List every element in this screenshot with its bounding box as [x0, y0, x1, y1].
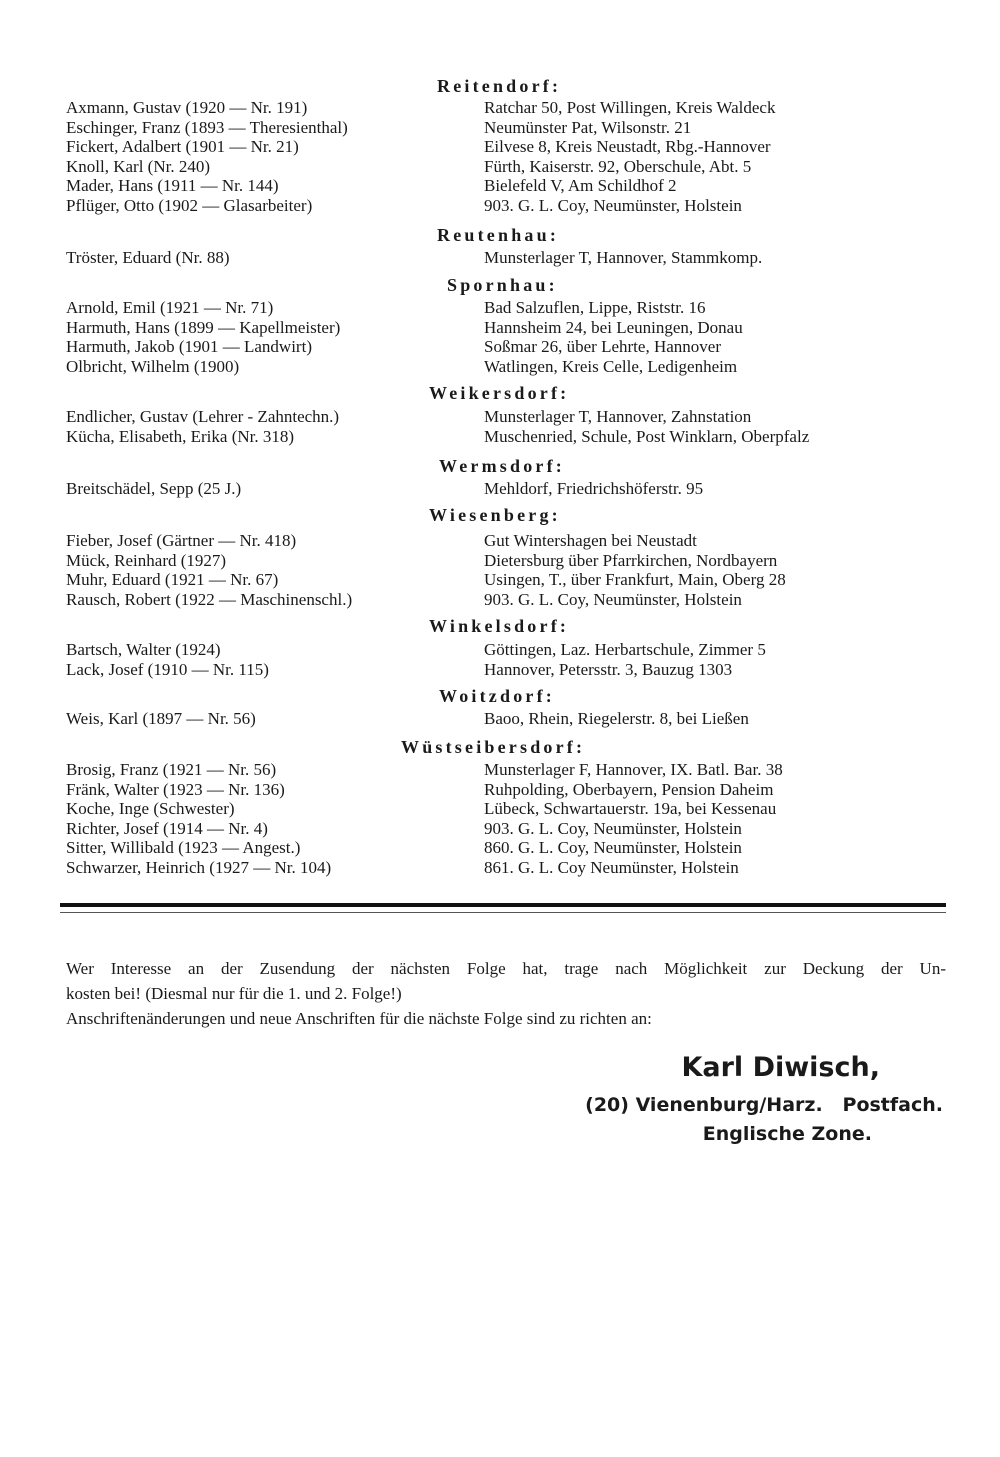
signature-address: (20) Vienenburg/Harz. Postfach. [585, 1094, 943, 1116]
name-entry: Richter, Josef (1914 — Nr. 4) [66, 818, 268, 838]
notice-line: kosten bei! (Diesmal nur für die 1. und 2. Folge!) [66, 984, 402, 1003]
addresses-wermsdorf [484, 479, 944, 499]
names-spornhau [66, 298, 426, 376]
name-entry: Kücha, Elisabeth, Erika (Nr. 318) [66, 426, 295, 446]
address-entry: Munsterlager T, Hannover, Stammkomp. [484, 248, 763, 267]
name-entry: Harmuth, Jakob (1901 — Landwirt) [66, 337, 312, 356]
address-entry: Ratchar 50, Post Willingen, Kreis Waldeck [484, 98, 776, 117]
address-entry: Munsterlager T, Hannover, Zahnstation [484, 407, 752, 426]
address-entry: Watlingen, Kreis Celle, Ledigenheim [484, 356, 738, 376]
group-heading-weikersdorf: Weikersdorf: [429, 383, 570, 403]
names-reitendorf [66, 98, 426, 215]
name-entry: Fieber, Josef (Gärtner — Nr. 418) [66, 531, 297, 550]
name-entry: Axmann, Gustav (1920 — Nr. 191) [66, 98, 308, 117]
addresses-woitzdorf [484, 709, 944, 729]
addresses-wiesenberg [484, 531, 944, 609]
address-entry: Bad Salzuflen, Lippe, Riststr. 16 [484, 298, 706, 317]
address-entry: Usingen, T., über Frankfurt, Main, Oberg 28 [484, 570, 786, 589]
divider-thin [60, 912, 946, 913]
group-heading-reitendorf: Reitendorf: [437, 76, 562, 96]
notice-line: Anschriftenänderungen und neue Anschriften für die nächste Folge sind zu richten an: [66, 1009, 652, 1028]
addresses-reutenhau [484, 248, 944, 268]
names-wermsdorf [66, 479, 426, 499]
name-entry: Sitter, Willibald (1923 — Angest.) [66, 838, 301, 857]
address-entry: Gut Wintershagen bei Neustadt [484, 531, 697, 550]
name-entry: Rausch, Robert (1922 — Maschinenschl.) [66, 589, 353, 609]
names-reutenhau [66, 248, 426, 268]
address-entry: 860. G. L. Coy, Neumünster, Holstein [484, 838, 742, 857]
name-entry: Arnold, Emil (1921 — Nr. 71) [66, 298, 274, 317]
names-weikersdorf [66, 407, 426, 446]
names-winkelsdorf [66, 640, 426, 679]
names-wuestseibersdorf [66, 760, 426, 877]
name-entry: Fickert, Adalbert (1901 — Nr. 21) [66, 137, 299, 156]
group-heading-wermsdorf: Wermsdorf: [439, 456, 565, 476]
address-entry: Soßmar 26, über Lehrte, Hannover [484, 337, 721, 356]
group-heading-wuestseibersdorf: Wüstseibersdorf: [401, 737, 586, 757]
address-entry: 903. G. L. Coy, Neumünster, Holstein [484, 195, 742, 215]
notice-line: Wer Interesse an der Zusendung der nächsten Folge hat, trage nach Möglichkeit zur Deckung der Un- [66, 959, 946, 978]
address-entry: Göttingen, Laz. Herbartschule, Zimmer 5 [484, 640, 766, 659]
name-entry: Brosig, Franz (1921 — Nr. 56) [66, 760, 277, 779]
name-entry: Bartsch, Walter (1924) [66, 640, 221, 659]
name-entry: Pflüger, Otto (1902 — Glasarbeiter) [66, 195, 313, 215]
name-entry: Eschinger, Franz (1893 — Theresienthal) [66, 117, 348, 137]
address-entry: Hannover, Petersstr. 3, Bauzug 1303 [484, 659, 733, 679]
group-heading-woitzdorf: Woitzdorf: [439, 686, 555, 706]
address-entry: Eilvese 8, Kreis Neustadt, Rbg.-Hannover [484, 137, 771, 156]
address-entry: Ruhpolding, Oberbayern, Pension Daheim [484, 779, 774, 799]
addresses-reitendorf [484, 98, 944, 215]
address-entry: Lübeck, Schwartauerstr. 19a, bei Kessenau [484, 799, 777, 818]
group-heading-spornhau: Spornhau: [447, 275, 558, 295]
name-entry: Schwarzer, Heinrich (1927 — Nr. 104) [66, 857, 332, 877]
addresses-spornhau [484, 298, 944, 376]
address-entry: Muschenried, Schule, Post Winklarn, Oberpfalz [484, 426, 810, 446]
group-heading-winkelsdorf: Winkelsdorf: [429, 616, 570, 636]
name-entry: Mück, Reinhard (1927) [66, 550, 227, 570]
address-entry: Neumünster Pat, Wilsonstr. 21 [484, 117, 692, 137]
address-entry: Hannsheim 24, bei Leuningen, Donau [484, 317, 743, 337]
addresses-winkelsdorf [484, 640, 944, 679]
address-entry: Baoo, Rhein, Riegelerstr. 8, bei Ließen [484, 709, 749, 728]
name-entry: Koche, Inge (Schwester) [66, 799, 235, 818]
divider-thick [60, 903, 946, 907]
name-entry: Fränk, Walter (1923 — Nr. 136) [66, 779, 285, 799]
address-entry: Fürth, Kaiserstr. 92, Oberschule, Abt. 5 [484, 156, 752, 176]
address-entry: Mehldorf, Friedrichshöferstr. 95 [484, 479, 704, 498]
names-wiesenberg [66, 531, 426, 609]
signature-name: Karl Diwisch, [681, 1052, 880, 1083]
signature-zone: Englische Zone. [702, 1123, 872, 1145]
address-entry: Bielefeld V, Am Schildhof 2 [484, 176, 677, 195]
address-entry: 903. G. L. Coy, Neumünster, Holstein [484, 589, 742, 609]
name-entry: Breitschädel, Sepp (25 J.) [66, 479, 242, 498]
name-entry: Muhr, Eduard (1921 — Nr. 67) [66, 570, 279, 589]
name-entry: Tröster, Eduard (Nr. 88) [66, 248, 230, 267]
address-entry: Dietersburg über Pfarrkirchen, Nordbayern [484, 550, 778, 570]
name-entry: Mader, Hans (1911 — Nr. 144) [66, 176, 279, 195]
name-entry: Lack, Josef (1910 — Nr. 115) [66, 659, 269, 679]
address-entry: Munsterlager F, Hannover, IX. Batl. Bar. 38 [484, 760, 783, 779]
address-entry: 903. G. L. Coy, Neumünster, Holstein [484, 818, 742, 838]
notice-paragraph [66, 956, 946, 1031]
name-entry: Olbricht, Wilhelm (1900) [66, 356, 240, 376]
name-entry: Endlicher, Gustav (Lehrer - Zahntechn.) [66, 407, 340, 426]
address-entry: 861. G. L. Coy Neumünster, Holstein [484, 857, 739, 877]
addresses-wuestseibersdorf [484, 760, 944, 877]
group-heading-reutenhau: Reutenhau: [437, 225, 560, 245]
group-heading-wiesenberg: Wiesenberg: [429, 505, 561, 525]
names-woitzdorf [66, 709, 426, 729]
addresses-weikersdorf [484, 407, 944, 446]
name-entry: Harmuth, Hans (1899 — Kapellmeister) [66, 317, 341, 337]
name-entry: Knoll, Karl (Nr. 240) [66, 156, 211, 176]
name-entry: Weis, Karl (1897 — Nr. 56) [66, 709, 256, 728]
